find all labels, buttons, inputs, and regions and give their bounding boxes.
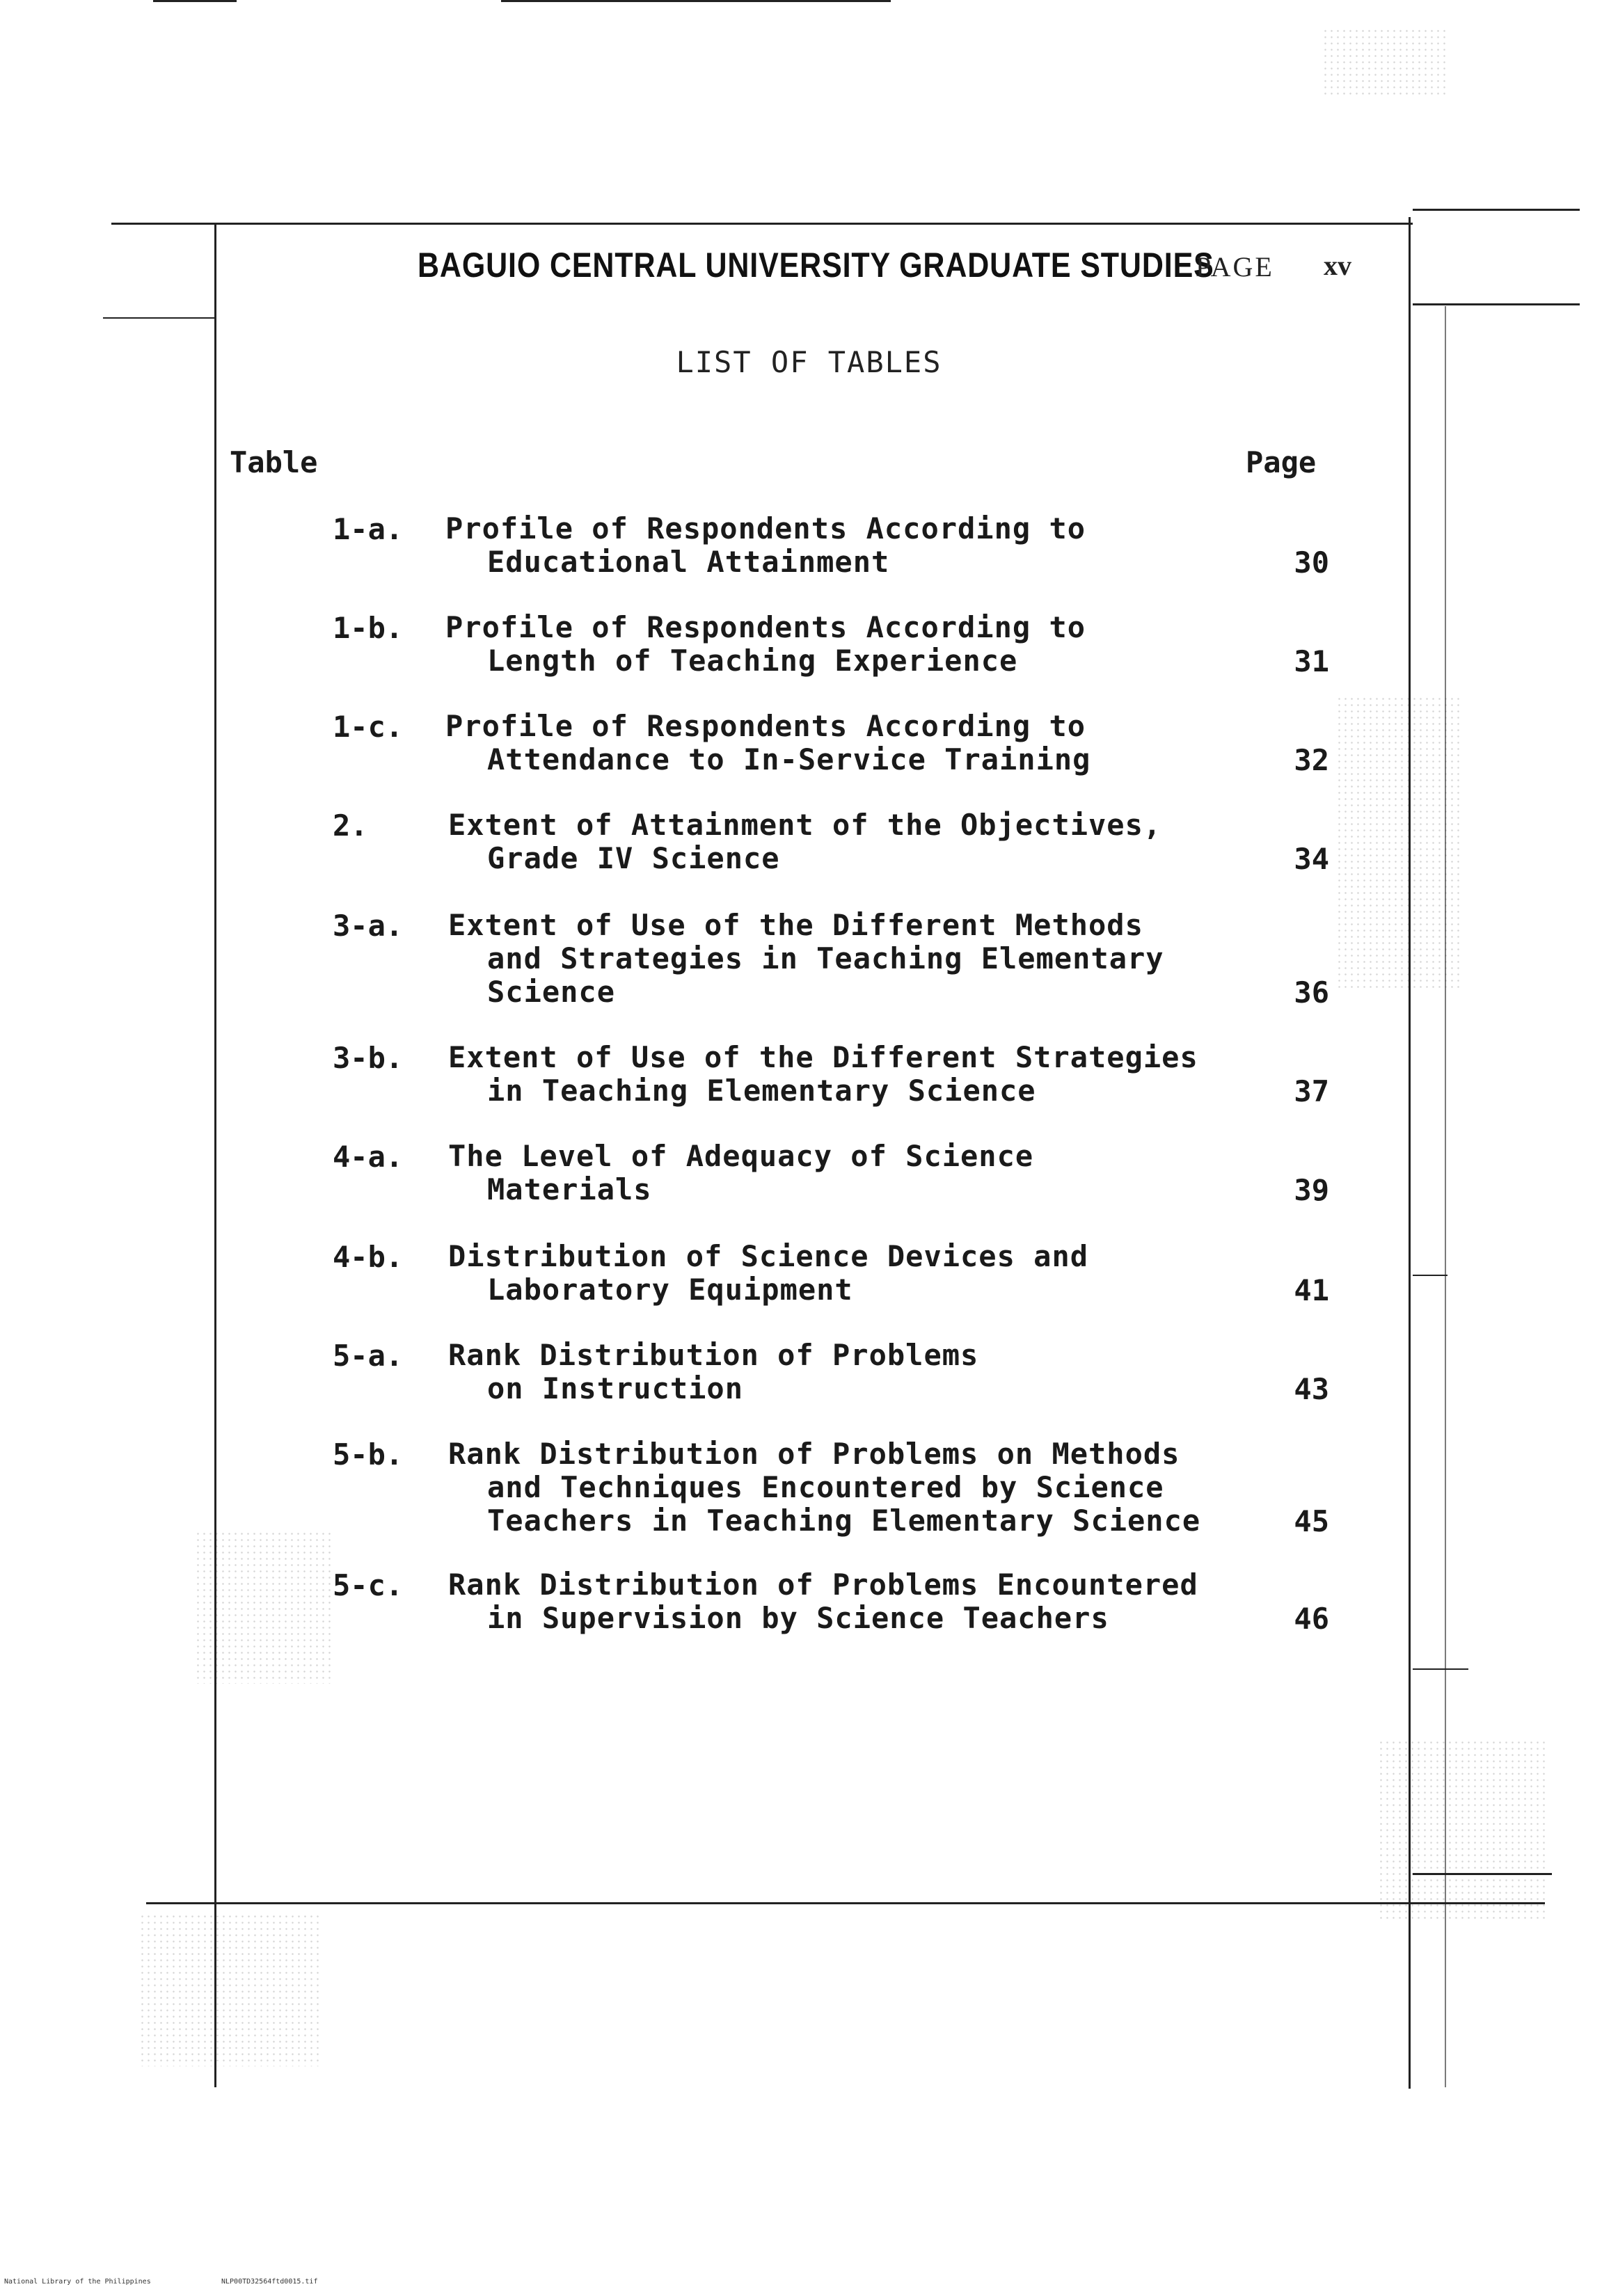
top-edge-stroke <box>153 0 237 2</box>
header-top-rule-right <box>1413 209 1580 211</box>
table-column-heading: Table <box>230 445 318 479</box>
table-title-line: Rank Distribution of Problems on Methods <box>448 1437 1180 1471</box>
table-number: 5-c. <box>333 1568 404 1602</box>
table-number: 4-a. <box>333 1140 404 1174</box>
table-number: 5-b. <box>333 1437 404 1472</box>
header-bottom-rule <box>103 317 214 319</box>
table-number: 2. <box>333 808 368 843</box>
table-title-line: Science <box>487 975 616 1009</box>
right-tick <box>1413 1275 1448 1276</box>
right-frame-rule <box>1409 217 1411 2089</box>
table-title-line: Profile of Respondents According to <box>445 511 1086 545</box>
table-title-line: on Instruction <box>487 1371 744 1405</box>
page-number: 30 <box>1294 545 1329 580</box>
page-number: 43 <box>1294 1372 1329 1406</box>
table-number: 1-a. <box>333 512 404 546</box>
table-title-line: Rank Distribution of Problems Encountered <box>448 1568 1198 1602</box>
table-title-line: Extent of Attainment of the Objectives, <box>448 808 1162 842</box>
table-title-line: Attendance to In-Service Training <box>487 742 1091 776</box>
table-title-line: Extent of Use of the Different Methods <box>448 908 1143 942</box>
table-title-line: Extent of Use of the Different Strategies <box>448 1040 1198 1074</box>
table-title-line: and Strategies in Teaching Elementary <box>487 941 1164 975</box>
table-title-line: Rank Distribution of Problems <box>448 1338 979 1372</box>
table-title-line: and Techniques Encountered by Science <box>487 1470 1164 1504</box>
table-title-line: in Supervision by Science Teachers <box>487 1601 1109 1635</box>
table-number: 3-a. <box>333 909 404 943</box>
table-number: 4-b. <box>333 1240 404 1274</box>
header-top-rule <box>111 223 1413 225</box>
top-edge-stroke <box>501 0 891 2</box>
table-title-line: Educational Attainment <box>487 545 890 579</box>
left-frame-rule <box>214 223 216 2087</box>
table-number: 1-c. <box>333 710 404 744</box>
header-page-number: xv <box>1324 250 1351 281</box>
scan-source-caption: National Library of the Philippines <box>4 2278 151 2286</box>
header-bottom-rule-right <box>1413 303 1580 305</box>
scan-filename-caption: NLP00TD32564ftd0015.tif <box>221 2278 318 2286</box>
bottom-rule-right <box>1413 1873 1552 1875</box>
table-number: 1-b. <box>333 611 404 645</box>
table-title-line: Profile of Respondents According to <box>445 709 1086 743</box>
table-number: 5-a. <box>333 1339 404 1373</box>
page-number: 32 <box>1294 743 1329 777</box>
table-title-line: in Teaching Elementary Science <box>487 1074 1036 1108</box>
table-title-line: Laboratory Equipment <box>487 1273 853 1307</box>
list-of-tables-title: LIST OF TABLES <box>676 345 942 379</box>
table-title-line: Distribution of Science Devices and <box>448 1239 1089 1273</box>
scan-noise <box>1336 696 1461 988</box>
page-number: 41 <box>1294 1273 1329 1307</box>
table-title-line: Grade IV Science <box>487 841 780 875</box>
right-outer-rule <box>1445 306 1446 2087</box>
right-tick <box>1413 1668 1468 1670</box>
page-number: 36 <box>1294 975 1329 1010</box>
bottom-rule <box>146 1902 1545 1904</box>
scan-noise <box>1378 1739 1545 1920</box>
table-title-line: Materials <box>487 1172 652 1206</box>
table-title-line: Length of Teaching Experience <box>487 644 1018 678</box>
page-number: 45 <box>1294 1504 1329 1538</box>
table-title-line: The Level of Adequacy of Science <box>448 1139 1034 1173</box>
page-number: 37 <box>1294 1074 1329 1108</box>
page-number: 46 <box>1294 1602 1329 1636</box>
scan-noise <box>1322 28 1448 97</box>
scan-noise <box>139 1913 320 2066</box>
university-header-title: BAGUIO CENTRAL UNIVERSITY GRADUATE STUDIES <box>418 246 1214 285</box>
page-number: 39 <box>1294 1173 1329 1207</box>
table-title-line: Profile of Respondents According to <box>445 610 1086 644</box>
table-title-line: Teachers in Teaching Elementary Science <box>487 1504 1201 1538</box>
header-page-label: PAGE <box>1196 251 1274 282</box>
page-column-heading: Page <box>1246 445 1317 479</box>
page-number: 31 <box>1294 644 1329 678</box>
table-number: 3-b. <box>333 1041 404 1075</box>
page-number: 34 <box>1294 842 1329 876</box>
